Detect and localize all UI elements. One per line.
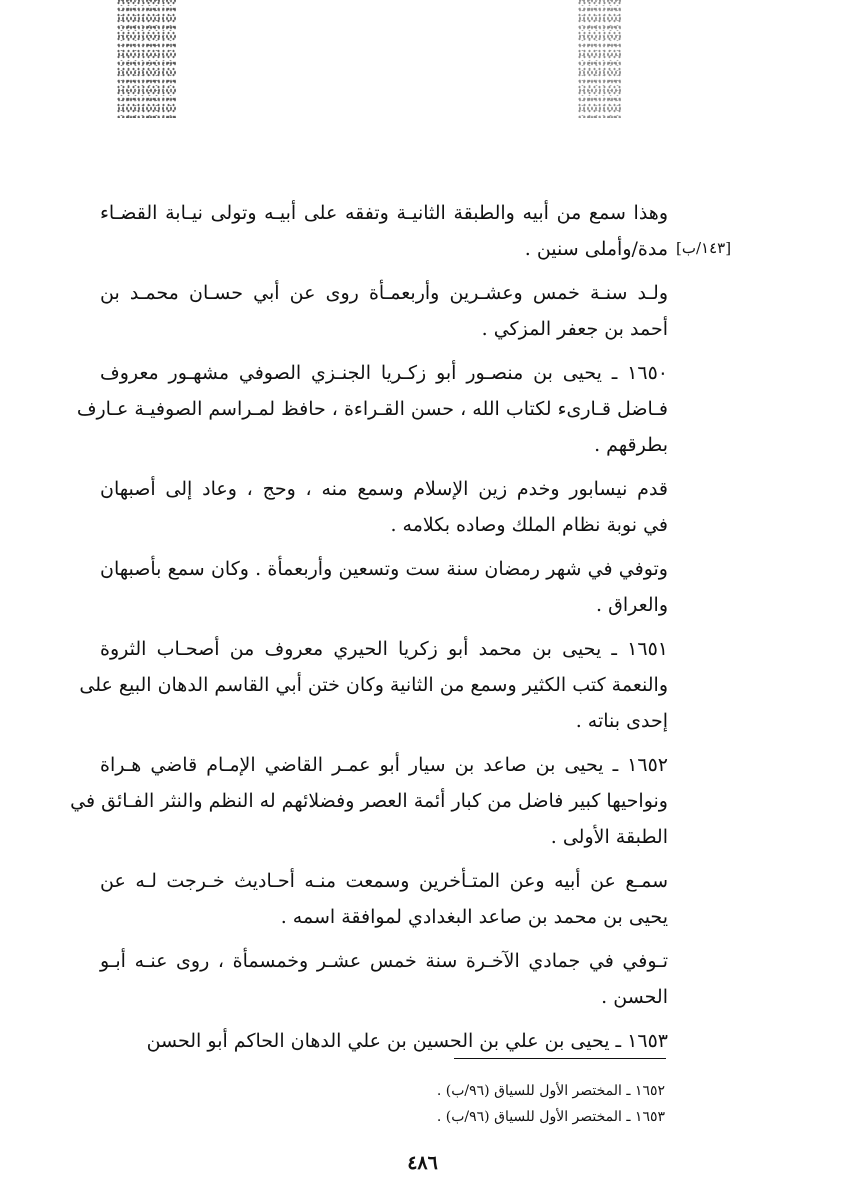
- text-line: فـاضل قـارىء لكتاب الله ، حسن القـراءة ، حافظ لمـراسم الصوفيـة عـارف: [76, 398, 668, 420]
- page-number: ٤٨٦: [407, 1152, 438, 1174]
- text-line: ١٦٥٠ ـ يحيى بن منصـور أبو زكـريا الجنـزي الصوفي مشهـور معروف: [100, 362, 668, 384]
- text-line: والعراق .: [596, 594, 668, 616]
- text-line: أحمد بن جعفر المزكي .: [481, 318, 668, 340]
- text-line: إحدى بناته .: [575, 710, 668, 732]
- footnote-1: ١٦٥٢ ـ المختصر الأول للسياق (٩٦/ب) .: [436, 1083, 665, 1099]
- text-line: والنعمة كتب الكثير وسمع من الثانية وكان ختن أبي القاسم الدهان البيع على: [79, 674, 668, 696]
- text-line: وهذا سمع من أبيه والطبقة الثانيـة وتفقه على أبيـه وتولى نيـابة القضـاء: [100, 202, 668, 224]
- paragraph: [100, 944, 668, 1016]
- text-line: تـوفي في جمادي الآخـرة سنة خمس عشـر وخمسمأة ، روى عنـه أبـو: [100, 950, 668, 972]
- footnote-separator: [454, 1058, 666, 1059]
- footnote-2: ١٦٥٣ ـ المختصر الأول للسياق (٩٦/ب) .: [436, 1109, 665, 1125]
- text-line: مدة/وأملى سنين .: [524, 238, 668, 260]
- text-line: الطبقة الأولى .: [550, 826, 668, 848]
- paragraph: [100, 552, 668, 624]
- text-line: يحيى بن محمد بن صاعد البغدادي لموافقة اسمه .: [280, 906, 668, 928]
- text-line: ١٦٥٢ ـ يحيى بن صاعد بن سيار أبو عمـر القاضي الإمـام قاضي هـراة: [100, 754, 668, 776]
- text-line: سمـع عن أبيه وعن المتـأخرين وسمعت منـه أحـاديث خـرجت لـه عن: [100, 870, 668, 892]
- text-line: ونواحيها كبير فاضل من كبار أئمة العصر وفضلائهم له النظم والنثر الفـائق في: [70, 790, 668, 812]
- footnotes: [437, 1078, 665, 1130]
- text-line: ولـد سنـة خمس وعشـرين وأربعمـأة روى عن أبي حسـان محمـد بن: [100, 282, 668, 304]
- text-line: في نوبة نظام الملك وصاده بكلامه .: [390, 514, 668, 536]
- paragraph: [100, 1024, 668, 1060]
- paragraph: [100, 276, 668, 348]
- scan-noise-right: [577, 0, 623, 118]
- paragraph: [100, 196, 668, 268]
- paragraph: [100, 472, 668, 544]
- scan-noise-left: [116, 0, 176, 118]
- text-line: ١٦٥٣ ـ يحيى بن علي بن الحسين بن علي الدهان الحاكم أبو الحسن: [146, 1030, 668, 1052]
- text-line: الحسن .: [601, 986, 668, 1008]
- paragraph: [79, 632, 668, 740]
- main-text: [70, 196, 668, 1060]
- paragraph: [76, 356, 668, 464]
- text-line: وتوفي في شهر رمضان سنة ست وتسعين وأربعمأة . وكان سمع بأصبهان: [100, 558, 668, 580]
- text-line: ١٦٥١ ـ يحيى بن محمد أبو زكريا الحيري معروف من أصحـاب الثروة: [100, 638, 668, 660]
- text-line: قدم نيسابور وخدم زين الإسلام وسمع منه ، وحج ، وعاد إلى أصبهان: [100, 478, 668, 500]
- margin-folio-note: [١٤٣/ب]: [676, 239, 732, 257]
- paragraph: [70, 748, 668, 856]
- paragraph: [100, 864, 668, 936]
- text-line: بطرقهم .: [594, 434, 668, 456]
